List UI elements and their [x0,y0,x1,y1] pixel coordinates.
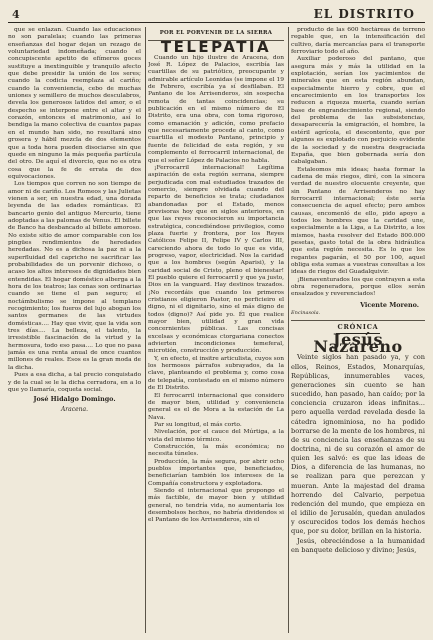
author-signature: José Hidalgo Domingo. [33,395,116,404]
column-divider [288,27,289,633]
paragraph: Pues a esa dicha, a tal precio conquistado y de la cual se le la dicha cerradora, en a lo que yo llamaría, coqueta social. [8,372,141,393]
paragraph: ¡Bienaventurados los que contrayen a esta obra regeneradora, porque ellos serán ensalzados y reverenciados! [291,276,425,298]
column-1 [8,27,141,633]
chronicle-headline: Jesús Nazareno [313,329,403,357]
columns [8,27,425,639]
paragraph: producto de las 600 hectáreas de terreno regable que, en la intensificación del cultivo, daría mercancías para el transporte ferroviario todo el año. [291,27,425,56]
paragraph: El ferrocarril internacional que considero de mayor bien, utilidad y conveniencia general es el de Mora a la estación de La Nava. [148,392,284,421]
article-headline: TELEPATIA [160,38,272,57]
page-header [8,6,425,23]
paragraph: Siendo el internacional que propongo el más factible, de mayor bien y utilidad general, no tendría vida, no aumentaría los desembolsos hechos, no habría dividendos si el Pantano de los Arrisenderos, sin el [148,487,284,524]
paragraph: Auxiliar poderoso del pantano, que asegura más y más la utilidad en la explotación, serían los yacimientos de minerales que en esta región abundan, especialmente hierro y cobre, que el encarecimiento en los transportes los reducen a riqueza muerta, cuando serían base de engrandecimiento regional, siendo del problema de las subsistencias, desaparecería la emigración, el hombre, la estéril agrícola, el descontento, que por algunos es explotado con perjuicio evidente de la sociedad y de nuestra desgraciada España, que bien gobernada sería don cabalgaban. [291,56,425,166]
paragraph: Veinte siglos han pasado ya, y con ellos, Reinos, Estados, Monarquías, Repúblicas, innumerables vaces, generaciones sin cuento se han sucedido, han pasado, han caído; por la conciencia cruzaron ideas infinitas... pero aquella verdad revelada desde la cátedra ignominiosa, no ha podido borrarse de la mente de los hombres, ni de su conciencia las enseñanzas de su doctrina, ni de su corazón el amor de quien les salvó: es que las ideas de Dios, a diferencia de las humanas, no se realizan para que perezcan y mueran. Ante la majestad del drama horrendo del Calvario, perpetua redención del mundo, que empieza en el idilio de Jerusalén, quedan anulados y oscurecidos todos los demás hechos que, por su dolor, brillan en la historia. [291,353,425,536]
column-2 [148,27,284,633]
section-rule [291,320,425,321]
author-place: Encinasola. [291,310,321,317]
paragraph: Los tiempos que corren no son tiempo de amor ni de cariño. Los Romeos y las Julietas vienen a ser, en nuestra edad, una dorada leyenda de las edades románticas. El bancario genio del antiguo Mercurio, tiene adoptadas a las palomas de Venus. El billete de Banco ha desbancado al billete amoroso. No existe sitio de amor comparable con los pingües rendimientos de heredades heredadas. No es a dichosa la paz ni a la superfluidad del capricho ne sacrificar las probabilidades de un porvenir dichoso, o acaso los altos intereses de dignidades bien entendidas. El hogar doméstico alberga a la hora de los teatros; las cenas son ordinarias cuando se tiene el pan seguro; el noctámbulismo se impone al templano recogimiento; los fueros del lujo abogan los santos germanes de las virtudes domésticas.... Hay que vivir, que la vida son tres días.... La belleza, el talento, la irresistible fascinación de la virtud y la hermosura, todo eso pasa.... Lo que no pasa jamás es una renta anual de once cuantos millones de reales. Esos es la gran moda de la dicha. [8,181,141,371]
author-signature: Vicente Moreno. [360,300,419,309]
section-title: CRÓNICA [337,323,379,332]
paragraph: ¡Ferrocarril internacional! Legítima aspiración de esta región serrana, siempre perjudicada con mal estudiados trazados de comercio, siempre olvidada cuando del reparto de beneficios se trata; ciudadanos abandonadas por el Estado, menos previsoras hoy que en siglos anteriores, en que las reyes reconocieron su importancia estratégica, concediéndose privilegios, como plaza fuerte y frontera, por los Reyes Católicos Felipe II, Felipe IV y Carlos III, careciendo ahora de todo lo que es vida, progreso, vapor, electricidad. Nos la caridad que a los hombres (según Aparisi), y la caridad social de Cristo, pleno el bienestar! El pueblo quiere el ferrocarril y que ya justo, Dios en la vanguard. Hay destinos trazados. ¡No recordáis que cuando los primeros cristianos eligieron Pastor, no perficieiro el digno, ni el dignitario, sino el más digno de todos (digno)? Así pide yo. Él que realice mayor bien, utilidad y gran vida concernientes públicas. Las concisas excelsas y económicas ctorgariana conectos advierten incondiciones temeferal, microtión, construcción y producción. [148,164,284,355]
column-3 [291,27,425,633]
paragraph: Jesús, obreciéndose a la humanidad en banquete delicioso y divino; Jesús, [291,536,425,554]
paragraph: Cuando un hijo ilustre de Aracena, don José R. López de Palacios, escribía las cuartillas de su patriótico, preocupante y admirable artículo Leonidas (se impone el 19 de Febrero, escribía ya sí desfilaban. El Pantano de los Arrisenderos, sin sospecha remota de tantas coincidencias; su publicación en el mismo número de El Distrito, era una obra, con toma rigoroso, como emanación y adición, como prefacio que necesariamente procede al canto, como cuartilla el modesto Pantano, principio y fuente de felicidad de esta región, y su complemento el ferrocarril internacional, de que el señor López de Palacios no habla. [148,54,284,164]
paragraph: Producción, la más segura, por abrir ocho pueblos importantes que, beneficiados, beneficiarían también los intereses de la Compañía constructora y explotadora. [148,458,284,487]
paragraph: Estaleomos mis ideas; hasta formar la cadena de más riegos, diré, con la sincera verdad de nuestro elocuente creyente, que sin Pantano de Arrisenderos no hay ferrocarril internacional; éste sería consecuencia de aquel efecto; pero ambos causas, encomenló de ello, pido apoyo a todos los hombres que la caridad une, especialmente a la Liga, a La Distrito, a los mismos, hasta resolver del Estado 800.000 pesetas, gasto total de la obra hidráulica que esta región necesita. Es lo que los regantes pagarán, el 50 por 100, aquel obliga esta sumas a vuestras consultas a los ideas de riegos del Guadalquivir. [291,166,425,276]
paragraph: Par su longitud, el más corto. [154,421,242,428]
column-divider [145,27,146,633]
paragraph: Construcción, la más económica; no necesita túneles. [148,443,284,458]
article-kicker: POR EL PORVENIR DE LA SIERRA [159,30,273,36]
paragraph: Y, en efecto, el insitre articulista, cuyos son los hermosos párrafos subrayados, da la clave, planteando el problema y, como cosa de telepatía, contestado en el mismo número de El Distrito. [148,355,284,392]
author-place: Aracena. [60,405,89,413]
newspaper-title: EL DISTRITO [313,7,415,21]
paragraph: Nivelación, por el cauce del Múrtiga, a la vista del mismo térmico. [148,429,284,443]
page-number: 4 [12,8,20,21]
paragraph: que se enlazan. Cuando las educaciones no son paralelas; cuando las primeras enseñanzas del hogar dejan un rezago de voluntariedad indomeñada; cuando el concupiscente apetito de efímeros goces sustituye a inextinguible y tranquilo afecto que debe presidir la unión de los seres; cuando la codicia reemplaza al cariño; cuando la conveniencia, cebo de muchas uniones y semillero de muchos desculabros, devela los generosos latidos del amor, o el despecho se interpone entre el altar y el corazón, entonces el matrimonio, así lo bendiga la mano colectiva de cuantos papas en el mundo han sido, no resultará sino grosera y hábil mezcla de dos elementos que a toda hora pueden disociarse sin que quede en ninguno la más pequeña partícula del otro. De aquí el divorcio, que no es otra cosa que la fe de errata de dos equivocaciones. [8,27,141,180]
